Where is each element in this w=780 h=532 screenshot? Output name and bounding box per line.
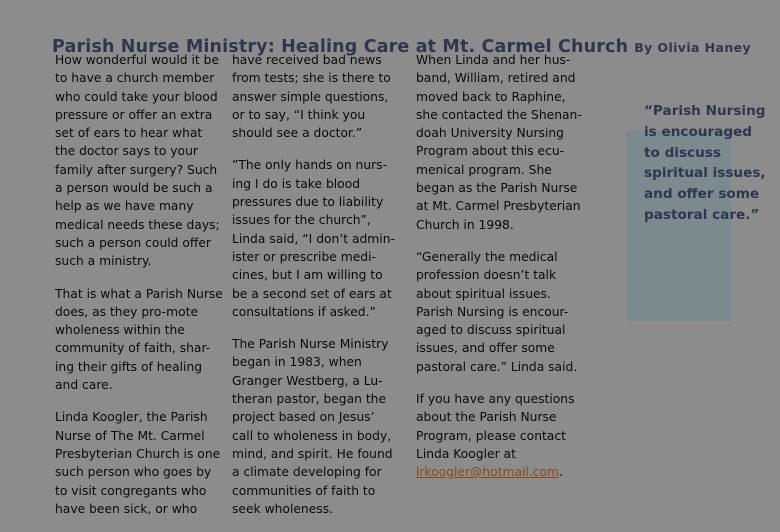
paragraph: When Linda and her hus-band, William, retired and moved back to Raphine, she contacted the Shenan-doah University Nursing Program about this ecu-menical program. She began as the Parish Nurse at Mt. Carmel Presbyterian Church in 1998.: [416, 53, 582, 232]
paragraph: “Generally the medical profession doesn’t talk about spiritual issues. Parish Nursing is encour-aged to discuss spiritual issues, and offer some pastoral care.” Linda said.: [416, 249, 578, 374]
email-link[interactable]: lrkoogler@hotmail.com: [416, 465, 559, 480]
contact-text: If you have any questions about the Parish Nurse Program, please contact Linda Koogler at: [416, 392, 575, 461]
article-column-3: [416, 51, 588, 496]
article-byline: By Olivia Haney: [634, 40, 752, 55]
contact-period: .: [559, 465, 563, 480]
paragraph: How wonderful would it be to have a church member who could take your blood pressure or offer an extra set of ears to hear what the doctor says to your family after surgery? Such a person would be such a help as we have many medical needs these days; such a person could offer such a ministry.: [55, 53, 220, 269]
pullquote: “Parish Nursing is encouraged to discuss spiritual issues, and offer some pastoral care.”: [644, 103, 766, 223]
paragraph: ”The only hands on nurs-ing I do is take blood pressures due to liability issues for the church”, Linda said, “I don’t admin-ister or prescribe medi-cines, but I am willing to be a second set of ears at consultations if asked.”: [232, 158, 395, 319]
article-column-2: [232, 51, 397, 532]
contact-paragraph: [416, 390, 588, 481]
paragraph: Linda Koogler, the Parish Nurse of The Mt. Carmel Presbyterian Church is one such person who goes by to visit congregants who have been sick, or who: [55, 410, 221, 516]
paragraph: have received bad news from tests; she is there to answer simple questions, or to say, “I think you should see a doctor.”: [232, 53, 391, 141]
article-title: Parish Nurse Ministry: Healing Care at Mt. Carmel Church: [52, 37, 629, 57]
paragraph: That is what a Parish Nurse does, as they pro-mote wholeness within the community of faith, shar-ing their gifts of healing and care.: [55, 286, 223, 393]
article-column-1: [55, 51, 225, 532]
paragraph: The Parish Nurse Ministry began in 1983, when Granger Westberg, a Lu-theran pastor, began the project based on Jesus’ call to wholeness in body, mind, and spirit. He found a climate developing for communities of faith to seek wholeness.: [232, 337, 393, 516]
